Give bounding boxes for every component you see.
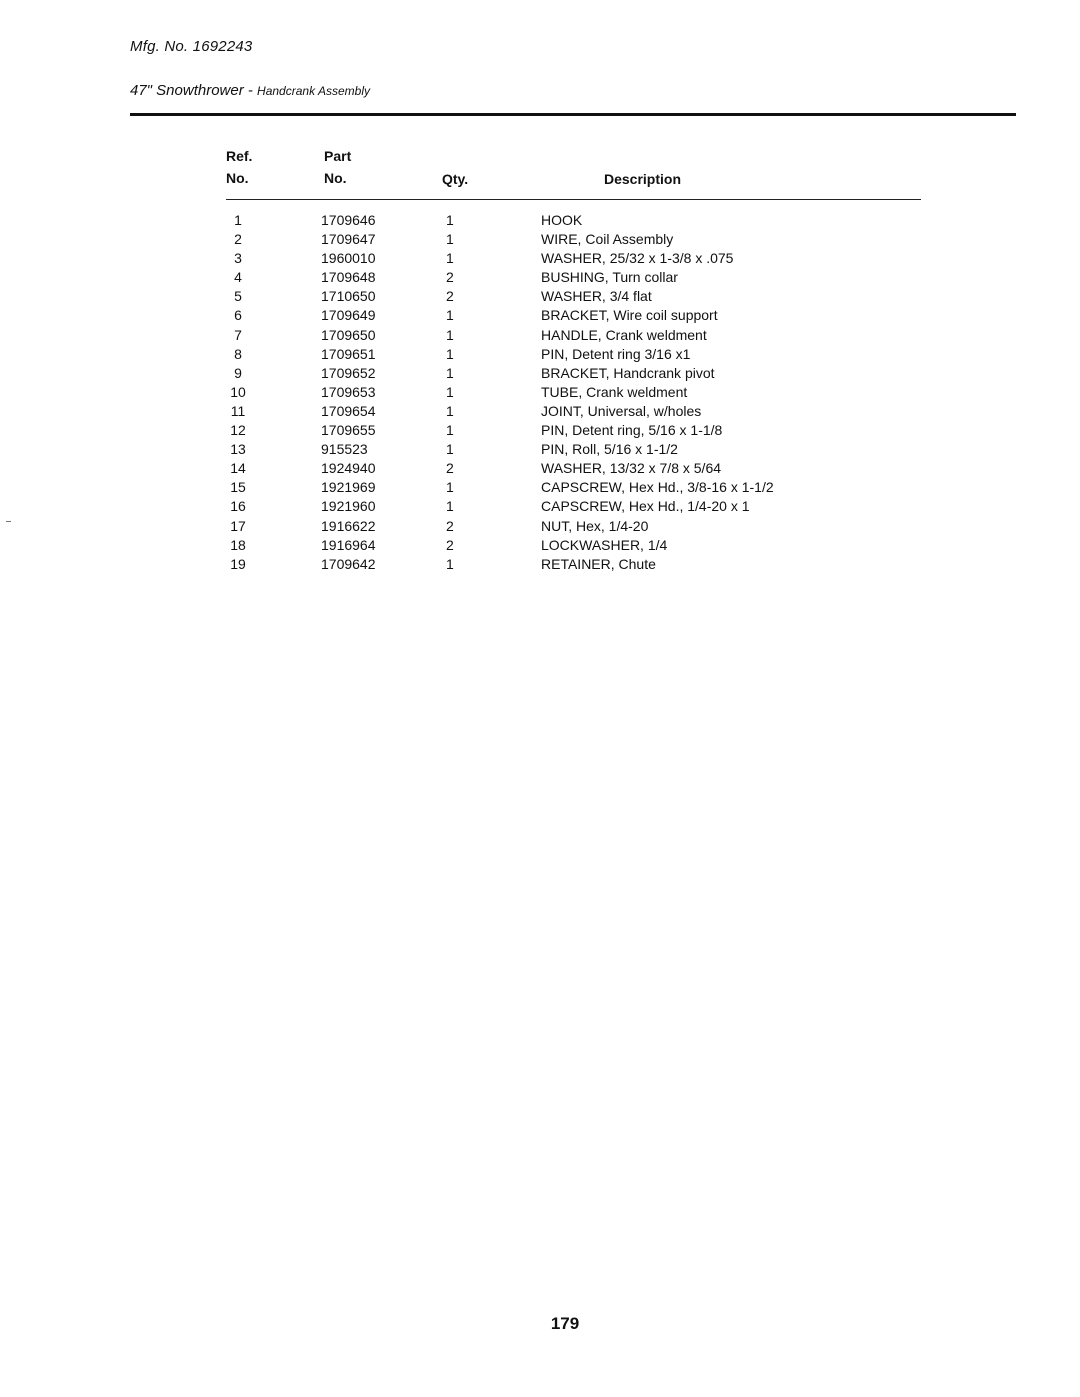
ref-cell: 3 (234, 250, 242, 267)
description-cell: BRACKET, Handcrank pivot (541, 364, 715, 381)
qty-cell: 1 (446, 364, 454, 381)
col-header-description: Description (604, 171, 682, 187)
part-number-cell: 1921960 (321, 498, 376, 515)
qty-cell: 1 (446, 441, 454, 458)
col-header-part-line2: No. (324, 170, 347, 186)
table-row (0, 211, 1080, 230)
description-cell: WIRE, Coil Assembly (541, 231, 674, 248)
parts-table (0, 211, 1080, 574)
col-header-part-line1: Part (324, 148, 352, 164)
qty-cell: 1 (446, 498, 454, 515)
part-number-cell: 1709651 (321, 345, 376, 362)
ref-cell: 6 (234, 307, 242, 324)
description-cell: PIN, Detent ring 3/16 x1 (541, 345, 691, 362)
part-number-cell: 1916622 (321, 517, 376, 534)
table-row (0, 230, 1080, 249)
qty-cell: 1 (446, 383, 454, 400)
ref-cell: 11 (230, 402, 246, 419)
qty-cell: 1 (446, 231, 454, 248)
ref-cell: 4 (234, 269, 242, 286)
ref-cell: 16 (230, 498, 246, 515)
qty-cell: 2 (446, 269, 454, 286)
qty-cell: 1 (446, 326, 454, 343)
qty-cell: 2 (446, 517, 454, 534)
part-number-cell: 1709642 (321, 555, 376, 572)
ref-cell: 17 (230, 517, 246, 534)
ref-cell: 9 (234, 364, 242, 381)
table-row (0, 249, 1080, 268)
qty-cell: 2 (446, 460, 454, 477)
description-cell: TUBE, Crank weldment (541, 383, 688, 400)
ref-cell: 15 (230, 479, 246, 496)
header-divider (130, 113, 1016, 116)
table-row (0, 536, 1080, 555)
margin-mark (6, 521, 11, 522)
part-number-cell: 1709647 (321, 231, 376, 248)
qty-cell: 1 (446, 250, 454, 267)
page-title (130, 82, 370, 99)
ref-cell: 1 (234, 212, 242, 228)
table-row (0, 440, 1080, 459)
ref-cell: 12 (230, 422, 246, 439)
table-row (0, 306, 1080, 325)
table-row (0, 383, 1080, 402)
qty-cell: 2 (446, 536, 454, 553)
description-cell: RETAINER, Chute (541, 555, 656, 572)
description-cell: WASHER, 13/32 x 7/8 x 5/64 (541, 460, 722, 477)
part-number-cell: 1709648 (321, 269, 376, 286)
qty-cell: 1 (446, 422, 454, 439)
table-row (0, 326, 1080, 345)
ref-cell: 19 (230, 555, 246, 572)
qty-cell: 1 (446, 479, 454, 496)
description-cell: LOCKWASHER, 1/4 (541, 536, 668, 553)
description-cell: HOOK (541, 212, 583, 228)
ref-cell: 14 (230, 460, 246, 477)
qty-cell: 1 (446, 307, 454, 324)
table-row (0, 459, 1080, 478)
part-number-cell: 1709654 (321, 402, 376, 419)
description-cell: PIN, Roll, 5/16 x 1-1/2 (541, 441, 678, 458)
col-header-qty: Qty. (442, 171, 469, 187)
description-cell: WASHER, 3/4 flat (541, 288, 652, 305)
page-number: 179 (550, 1314, 580, 1333)
qty-cell: 1 (446, 212, 454, 228)
part-number-cell: 1960010 (321, 250, 376, 267)
part-number-cell: 1924940 (321, 460, 376, 477)
table-row (0, 402, 1080, 421)
description-cell: NUT, Hex, 1/4-20 (541, 517, 649, 534)
part-number-cell: 1709646 (321, 212, 376, 228)
part-number-cell: 1710650 (321, 288, 376, 305)
ref-cell: 7 (234, 326, 242, 343)
description-cell: CAPSCREW, Hex Hd., 3/8-16 x 1-1/2 (541, 479, 774, 496)
table-header-divider (226, 199, 921, 200)
page-title-sub: Handcrank Assembly (257, 84, 370, 98)
table-row (0, 497, 1080, 516)
qty-cell: 1 (446, 555, 454, 572)
table-row (0, 478, 1080, 497)
part-number-cell: 1709655 (321, 422, 376, 439)
part-number-cell: 1921969 (321, 479, 376, 496)
table-row (0, 345, 1080, 364)
mfg-number: Mfg. No. 1692243 (130, 38, 253, 55)
page-title-main: 47" Snowthrower - (130, 82, 258, 99)
ref-cell: 5 (234, 288, 242, 305)
part-number-cell: 1709652 (321, 364, 376, 381)
description-cell: BRACKET, Wire coil support (541, 307, 718, 324)
table-row (0, 421, 1080, 440)
description-cell: HANDLE, Crank weldment (541, 326, 707, 343)
table-row (0, 555, 1080, 574)
table-row (0, 364, 1080, 383)
description-cell: WASHER, 25/32 x 1-3/8 x .075 (541, 250, 734, 267)
part-number-cell: 1916964 (321, 536, 376, 553)
description-cell: BUSHING, Turn collar (541, 269, 678, 286)
table-row (0, 287, 1080, 306)
table-row (0, 268, 1080, 287)
part-number-cell: 1709649 (321, 307, 376, 324)
table-row (0, 517, 1080, 536)
ref-cell: 13 (230, 441, 246, 458)
qty-cell: 1 (446, 402, 454, 419)
ref-cell: 18 (230, 536, 246, 553)
description-cell: PIN, Detent ring, 5/16 x 1-1/8 (541, 422, 723, 439)
qty-cell: 2 (446, 288, 454, 305)
col-header-ref-line2: No. (226, 170, 249, 186)
description-cell: JOINT, Universal, w/holes (541, 402, 702, 419)
part-number-cell: 915523 (321, 441, 368, 458)
col-header-ref-line1: Ref. (226, 148, 253, 164)
description-cell: CAPSCREW, Hex Hd., 1/4-20 x 1 (541, 498, 750, 515)
qty-cell: 1 (446, 345, 454, 362)
ref-cell: 10 (230, 383, 246, 400)
part-number-cell: 1709653 (321, 383, 376, 400)
ref-cell: 8 (234, 345, 242, 362)
part-number-cell: 1709650 (321, 326, 376, 343)
ref-cell: 2 (234, 231, 242, 248)
